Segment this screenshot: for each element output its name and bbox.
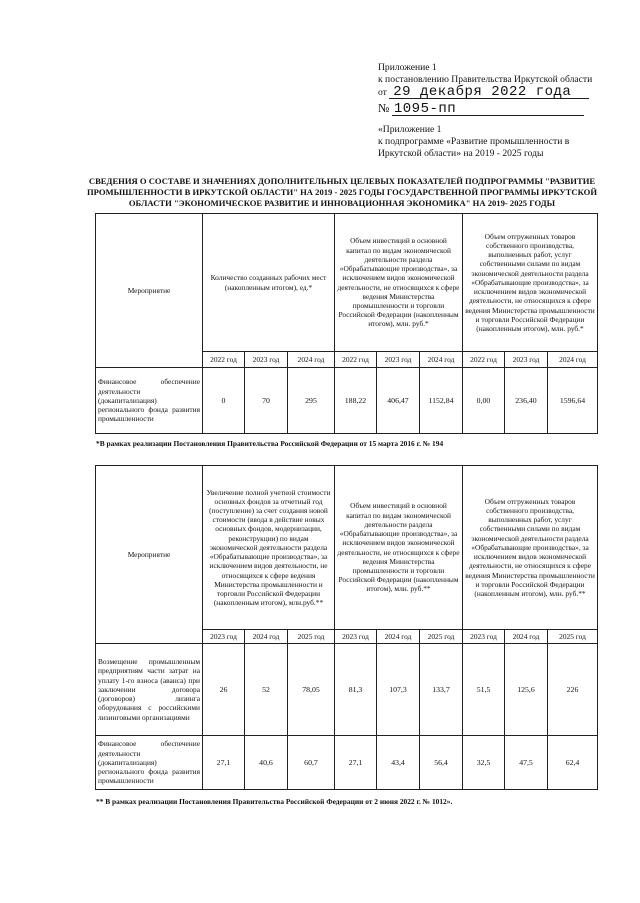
subprogram-reference-2: Иркутской области» на 2019 - 2025 годы xyxy=(378,148,544,159)
document-title xyxy=(82,176,602,209)
table-1-year: 2023 год xyxy=(505,352,548,368)
table-1-year: 2022 год xyxy=(335,352,377,368)
table-1-jobs-header: Количество созданных рабочих мест (накопленным итогом), ед.* xyxy=(203,214,335,352)
table-1-event-header: Мероприятие xyxy=(96,214,203,368)
table-2-value: 40,6 xyxy=(245,736,288,790)
indicators-table-1 xyxy=(95,213,598,434)
table-1-value: 188,22 xyxy=(335,368,377,434)
table-1-value: 0 xyxy=(203,368,245,434)
table-1-value: 406,47 xyxy=(377,368,420,434)
table-1-year: 2024 год xyxy=(548,352,598,368)
table-2-assets-header: Увеличение полной учетной стоимости основных фондов за отчетный год (поступление) за счет создания новой стоимости (ввода в действие новых основных фондов, модернизации, реконструкции) по видам экономической деятельности раздела «Обрабатывающие производства», за исключением видов деятельности, не относящихся к сфере ведения Министерства промышленности и торговли Российской Федерации (накопленным итогом), млн.руб.** xyxy=(203,466,335,630)
table-2-year: 2025 год xyxy=(288,630,335,644)
subprogram-annex-label: «Приложение 1 xyxy=(378,124,442,135)
table-2-value: 47,5 xyxy=(505,736,548,790)
table-1-value: 0,00 xyxy=(463,368,505,434)
table-1-year: 2022 год xyxy=(463,352,505,368)
table-2-value: 226 xyxy=(548,644,598,736)
table-2-year: 2024 год xyxy=(245,630,288,644)
table-2-value: 52 xyxy=(245,644,288,736)
annex-label: Приложение 1 xyxy=(378,62,437,73)
table-1-event-cell: Финансовое обеспечение деятельности (докапитализация) регионального фонда развития промышленности xyxy=(96,368,203,434)
table-1-header-row xyxy=(96,214,598,352)
table-2-investment-header: Объем инвестиций в основной капитал по видам экономической деятельности раздела «Обрабатывающие производства», за исключением видов экономической деятельности, не относящихся к сфере ведения Министерства промышленности и торговли Российской Федерации (накопленным итогом), млн. руб.** xyxy=(335,466,463,630)
table-1-year: 2023 год xyxy=(245,352,288,368)
table-2-value: 26 xyxy=(203,644,245,736)
table-2-year: 2023 год xyxy=(335,630,377,644)
table-2-value: 62,4 xyxy=(548,736,598,790)
table-2-value: 78,05 xyxy=(288,644,335,736)
table-2-value: 81,3 xyxy=(335,644,377,736)
table-1-shipped-header: Объем отгруженных товаров собственного производства, выполненных работ, услуг собственными силами по видам экономической деятельности раздела «Обрабатывающие производства», за исключением видов экономической деятельности, не относящихся к сфере ведения Министерства промышленности и торговли Российской Федерации (накопленным итогом), млн. руб.* xyxy=(463,214,598,352)
subprogram-annex-header xyxy=(378,124,569,160)
table-2-value: 43,4 xyxy=(377,736,420,790)
decree-date-line xyxy=(378,86,592,99)
table-row xyxy=(96,368,598,434)
date-from-label: от xyxy=(378,87,387,98)
table-2-year: 2024 год xyxy=(377,630,420,644)
title-line-2: ПРОМЫШЛЕННОСТИ В ИРКУТСКОЙ ОБЛАСТИ" НА 2019 - 2025 ГОДЫ ГОСУДАРСТВЕННОЙ ПРОГРАММЫ ИРКУТСКОЙ xyxy=(86,187,598,197)
title-line-1: СВЕДЕНИЯ О СОСТАВЕ И ЗНАЧЕНИЯХ ДОПОЛНИТЕЛЬНЫХ ЦЕЛЕВЫХ ПОКАЗАТЕЛЕЙ ПОДПРОГРАММЫ "РАЗВИТИЕ xyxy=(88,176,596,186)
table-1-footnote: *В рамках реализации Постановления Правительства Российской Федерации от 15 марта 2016 г. № 194 xyxy=(96,439,444,448)
table-2-value: 27,1 xyxy=(203,736,245,790)
table-1-value: 295 xyxy=(288,368,335,434)
table-2-value: 27,1 xyxy=(335,736,377,790)
table-2-event-header: Мероприятие xyxy=(96,466,203,644)
table-2-value: 51,5 xyxy=(463,644,505,736)
table-2-value: 125,6 xyxy=(505,644,548,736)
table-1-value: 1152,84 xyxy=(420,368,463,434)
number-label: № xyxy=(378,101,390,115)
table-1-investment-header: Объем инвестиций в основной капитал по видам экономической деятельности раздела «Обрабатывающие производства», за исключением видов экономической деятельности, не относящихся к сфере ведения Министерства промышленности и торговли Российской Федерации (накопленным итогом), млн. руб.* xyxy=(335,214,463,352)
table-1-year: 2024 год xyxy=(288,352,335,368)
table-2-shipped-header: Объем отгруженных товаров собственного производства, выполненных работ, услуг собственными силами по видам экономической деятельности раздела «Обрабатывающие производства», за исключением видов экономической деятельности, не относящихся к сфере ведения Министерства промышленности и торговли Российской Федерации (накопленным итогом), млн. руб.** xyxy=(463,466,598,630)
table-2-event-cell: Возмещение промышленным предприятиям части затрат на уплату 1-го взноса (аванса) при заключении договора (договоров) лизинга оборудования с российскими лизинговыми организациями xyxy=(96,644,203,736)
table-2-year: 2025 год xyxy=(420,630,463,644)
table-1-year: 2022 год xyxy=(203,352,245,368)
annex-header xyxy=(378,62,592,116)
table-2-value: 133,7 xyxy=(420,644,463,736)
table-2-year: 2025 год xyxy=(548,630,598,644)
table-2-year: 2024 год xyxy=(505,630,548,644)
decree-number: 1095-пп xyxy=(392,103,584,116)
table-2-header-row xyxy=(96,466,598,630)
decree-number-line xyxy=(378,102,592,116)
indicators-table-2 xyxy=(95,465,598,790)
table-2-footnote: ** В рамках реализации Постановления Правительства Российской Федерации от 2 июня 2022 г. № 1012». xyxy=(96,797,453,806)
table-1-value: 70 xyxy=(245,368,288,434)
table-1-year: 2023 год xyxy=(377,352,420,368)
table-row xyxy=(96,736,598,790)
table-row xyxy=(96,644,598,736)
table-2-value: 107,3 xyxy=(377,644,420,736)
table-2-year: 2023 год xyxy=(203,630,245,644)
decree-date: 29 декабря 2022 года xyxy=(389,86,589,99)
decree-reference: к постановлению Правительства Иркутской области xyxy=(378,74,593,85)
table-2-value: 32,5 xyxy=(463,736,505,790)
table-2-event-cell: Финансовое обеспечение деятельности (докапитализация) регионального фонда развития промышленности xyxy=(96,736,203,790)
table-1-value: 1596,64 xyxy=(548,368,598,434)
subprogram-reference-1: к подпрограмме «Развитие промышленности в xyxy=(378,136,570,147)
table-1-year: 2024 год xyxy=(420,352,463,368)
title-line-3: ОБЛАСТИ "ЭКОНОМИЧЕСКОЕ РАЗВИТИЕ И ИННОВАЦИОННАЯ ЭКОНОМИКА" НА 2019- 2025 ГОДЫ xyxy=(128,198,556,208)
table-2-year: 2023 год xyxy=(463,630,505,644)
table-1-value: 236,40 xyxy=(505,368,548,434)
table-2-value: 60,7 xyxy=(288,736,335,790)
table-2-value: 56,4 xyxy=(420,736,463,790)
